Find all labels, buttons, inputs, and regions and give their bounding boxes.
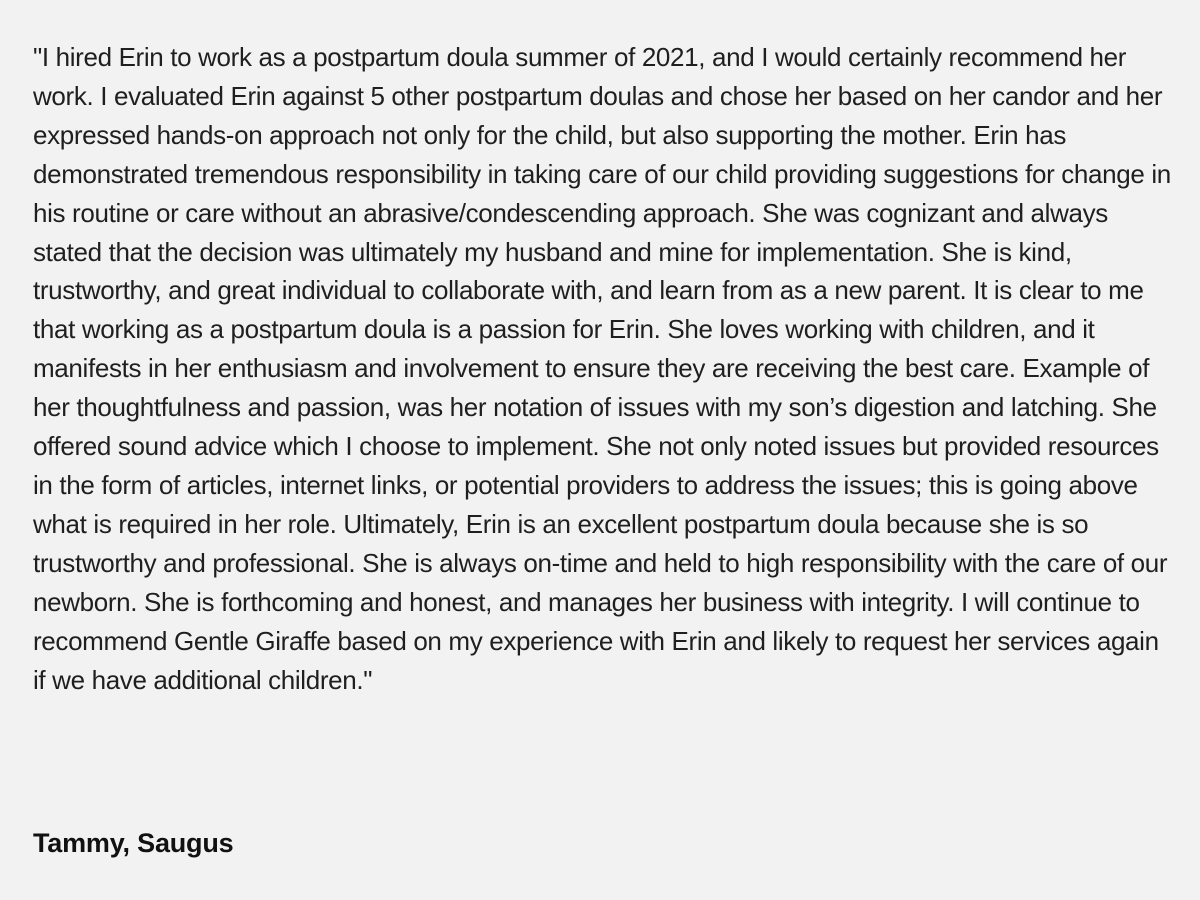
testimonial-quote: "I hired Erin to work as a postpartum doula summer of 2021, and I would certainly recommend her work. I evaluated Erin against 5 other postpartum doulas and chose her based on her candor and her expressed hands-on approach not only for the child, but also supporting the mother. Erin has demonstrated tremendous responsibility in taking care of our child providing suggestions for change in his routine or care without an abrasive/condescending approach. She was cognizant and always stated that the decision was ultimately my husband and mine for implementation. She is kind, trustworthy, and great individual to collaborate with, and learn from as a new parent. It is clear to me that working as a postpartum doula is a passion for Erin. She loves working with children, and it manifests in her enthusiasm and involvement to ensure they are receiving the best care. Example of her thoughtfulness and passion, was her notation of issues with my son’s digestion and latching. She offered sound advice which I choose to implement. She not only noted issues but provided resources in the form of articles, internet links, or potential providers to address the issues; this is going above what is required in her role. Ultimately, Erin is an excellent postpartum doula because she is so trustworthy and professional. She is always on-time and held to high responsibility with the care of our newborn. She is forthcoming and honest, and manages her business with integrity. I will continue to recommend Gentle Giraffe based on my experience with Erin and likely to request her services again if we have additional children.": [33, 42, 1171, 695]
testimonial-author: Tammy, Saugus: [33, 828, 234, 858]
